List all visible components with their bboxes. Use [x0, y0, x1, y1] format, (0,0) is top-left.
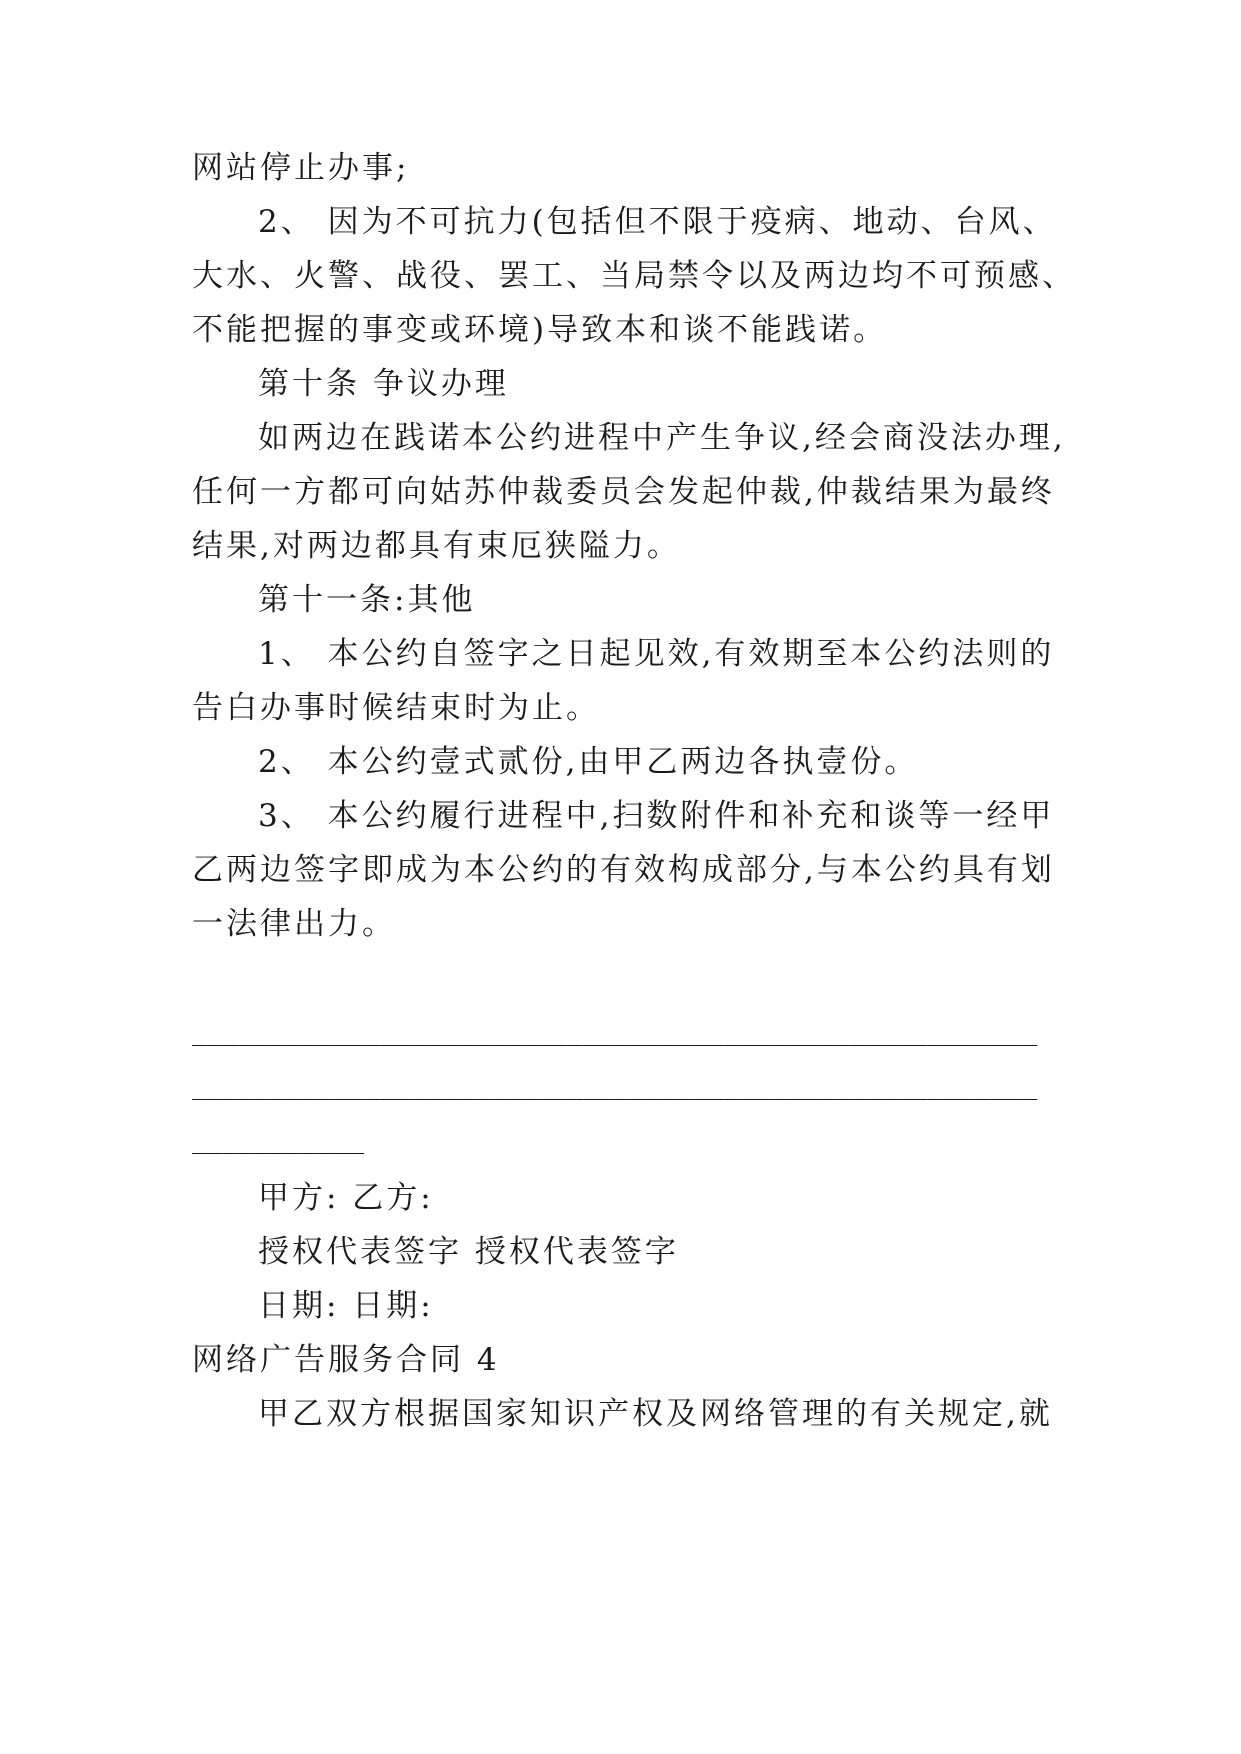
text-line: 2、 因为不可抗力(包括但不限于疫病、地动、台风、 [258, 204, 1057, 240]
signature-rep-line: 授权代表签字 授权代表签字 [258, 1234, 679, 1270]
contract-title: 网络广告服务合同 4 [192, 1342, 500, 1378]
text-line: 甲乙双方根据国家知识产权及网络管理的有关规定,就 [258, 1396, 1053, 1432]
text-line: 网站停止办事; [192, 150, 410, 186]
signature-party-line: 甲方: 乙方: [258, 1180, 434, 1216]
text-line: 结果,对两边都具有束厄狭隘力。 [192, 528, 681, 564]
section-heading: 第十条 争议办理 [258, 366, 509, 402]
text-line: 乙两边签字即成为本公约的有效构成部分,与本公约具有划 [192, 852, 1055, 888]
separator-line: ______________________________________________________ [192, 1017, 1038, 1047]
text-line: 不能把握的事变或环境)导致本和谈不能践诺。 [192, 312, 888, 348]
text-line: 一法律出力。 [192, 906, 396, 942]
text-line: 3、 本公约履行进程中,扫数附件和补充和谈等一经甲 [258, 798, 1055, 834]
text-line: 如两边在践诺本公约进程中产生争议,经会商没法办理, [258, 420, 1066, 456]
separator-line: ______________________________________________________ [192, 1071, 1038, 1101]
text-line: 大水、火警、战役、罢工、当局禁令以及两边均不可预感、 [192, 258, 1076, 294]
text-line: 任何一方都可向姑苏仲裁委员会发起仲裁,仲裁结果为最终 [192, 474, 1055, 510]
section-heading: 第十一条:其他 [258, 582, 476, 618]
separator-line: ___________ [192, 1125, 365, 1155]
signature-date-line: 日期: 日期: [258, 1288, 434, 1324]
text-line: 1、 本公约自签字之日起见效,有效期至本公约法则的 [258, 636, 1055, 672]
text-line: 告白办事时候结束时为止。 [192, 690, 600, 726]
text-line: 2、 本公约壹式贰份,由甲乙两边各执壹份。 [258, 744, 919, 780]
